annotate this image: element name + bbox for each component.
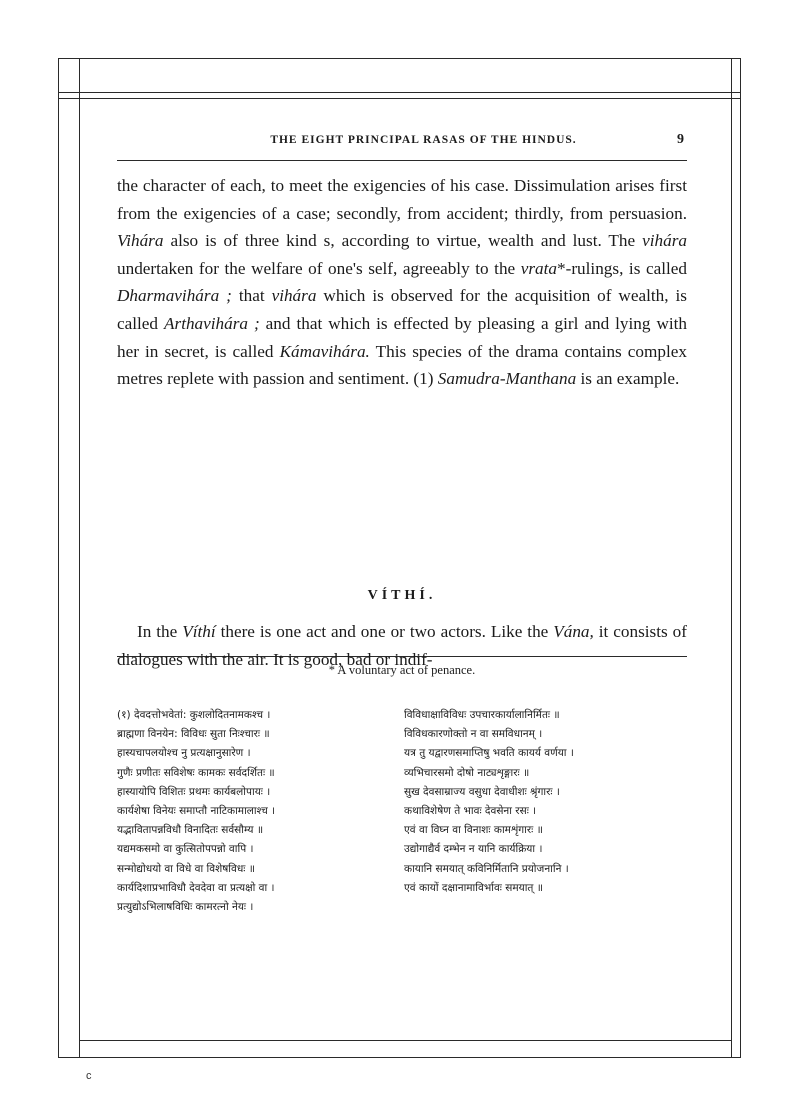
sanskrit-verses-right (404, 706, 689, 898)
verse-line: (१) देवदत्तोभवेतां: कुशलोदितनामकश्च । (117, 709, 271, 721)
section-heading: VÍTHÍ. (367, 588, 437, 603)
italic-term: Dharmavihára ; (117, 286, 232, 306)
sanskrit-verses-left (117, 706, 407, 917)
text-run: that (231, 286, 272, 306)
italic-term: vrata (520, 258, 558, 278)
italic-term: Vána, (553, 622, 594, 641)
text-run: there is one act and one or two actors. Like the (215, 622, 554, 641)
inner-border-right (731, 58, 732, 1058)
text-run: it consists of dialogues with the air. It is good, bad or indif- (117, 622, 687, 669)
text-run: and that which is effected by pleasing a girl and lying with her in secret, is called (117, 313, 688, 361)
text-run: is an example. (576, 369, 680, 389)
verse-line: कार्यदिशाप्रभाविधौ देवदेवा वा प्रत्यक्षो वा । (117, 881, 275, 894)
italic-term: Arthavihára ; (164, 313, 260, 333)
bottom-rule (79, 1040, 731, 1041)
paragraph-text (117, 172, 687, 393)
text-run: In the (137, 622, 183, 641)
verse-line: सन्मोद्योधयो वा विधे वा विशेषविधः ॥ (117, 862, 256, 875)
verse-line: यद्यमकसमो वा कुत्सितोपपन्नो वापि । (117, 843, 254, 856)
verse-line: प्रत्युद्योऽभिलाषविधिः कामरत्नो नेयः । (117, 901, 254, 914)
running-head (130, 132, 684, 148)
text-run: which is observed for the acquisition of wealth, is called (117, 286, 687, 333)
text-run: This species of the drama contains complex metres replete with passion and sentiment. (1) (117, 341, 687, 389)
header-underline (117, 160, 687, 161)
text-run: also is of three kind s, according to virtue, wealth and lust. The (163, 231, 643, 251)
verse-line: हास्यायोपि विशितः प्रथमः कार्यबलोपायः । (117, 785, 271, 798)
footnote: * A voluntary act of penance. (328, 663, 476, 677)
verse-line: यद्भावितापन्नविधौ विनादितः सर्वसौम्य ॥ (117, 824, 264, 837)
text-run: *-rulings, is called (557, 258, 687, 278)
verse-line: गुणैः प्रणीतः सविशेषः कामकः सर्वदर्शितः ॥ (117, 766, 275, 779)
verse-line: उद्योगाद्यैर्व दम्भेन न यानि कार्यक्रिया । (404, 843, 543, 856)
verse-line: कायानि समयात् कविनिर्मितानि प्रयोजनानि । (404, 862, 569, 875)
italic-term: Vihára (117, 231, 164, 251)
verse-line: ब्राह्मणा विनयेन: विविधः सुता निःश्चारः ॥ (117, 728, 270, 741)
inner-border-left (79, 58, 80, 1058)
top-rule-thin (58, 98, 741, 99)
italic-term: vihára (642, 231, 687, 251)
top-rule (58, 92, 741, 93)
verse-line: एवं वा विघ्न वा विनाशः कामशृंगारः ॥ (404, 824, 543, 837)
running-title: THE EIGHT PRINCIPAL RASAS OF THE HINDUS. (270, 134, 577, 146)
signature-mark: c (86, 1070, 92, 1082)
italic-term: vihára (271, 286, 317, 306)
italic-term: Kámavihára. (279, 341, 370, 361)
verse-line: कथाविशेषेण ते भावः देवसेना रसः । (404, 805, 537, 818)
verse-line: विविधाक्षाविविधः उपचारकार्यालानिर्मितः ॥ (404, 709, 560, 721)
italic-term: Samudra-Manthana (437, 369, 577, 389)
italic-term: Víthí (182, 622, 216, 641)
text-run: the character of each, to meet the exigencies of his case. Dissimulation arises first from the exigencies of a case; secondly, from accident; thirdly, from persuasion. (117, 176, 687, 223)
body-paragraph-1 (117, 172, 687, 393)
verse-line: कार्यशेषा विनेयः समाप्तौ नाटिकामालाश्च । (117, 805, 276, 818)
verse-line: व्यभिचारसमो दोषो नाट्यशृङ्गारः ॥ (404, 766, 530, 779)
verse-line: हास्यचापलयोश्च नु प्रत्यक्षानुसारेण । (117, 747, 251, 760)
verse-line: एवं कायों दक्षानामाविर्भावः समयात् ॥ (404, 881, 544, 894)
text-run: undertaken for the welfare of one's self, agreeably to the (117, 258, 521, 278)
page-number: 9 (677, 132, 684, 147)
verse-line: सुख देवसाम्राज्य वसुधा देवाधीशः श्रृंगारः । (404, 785, 560, 798)
verse-line: यत्र तु यद्वारणसमाप्तिषु भवति कायर्य वर्णया । (404, 747, 574, 760)
verse-line: विविधकारणोक्तो न वा समविधानम् । (404, 728, 543, 741)
